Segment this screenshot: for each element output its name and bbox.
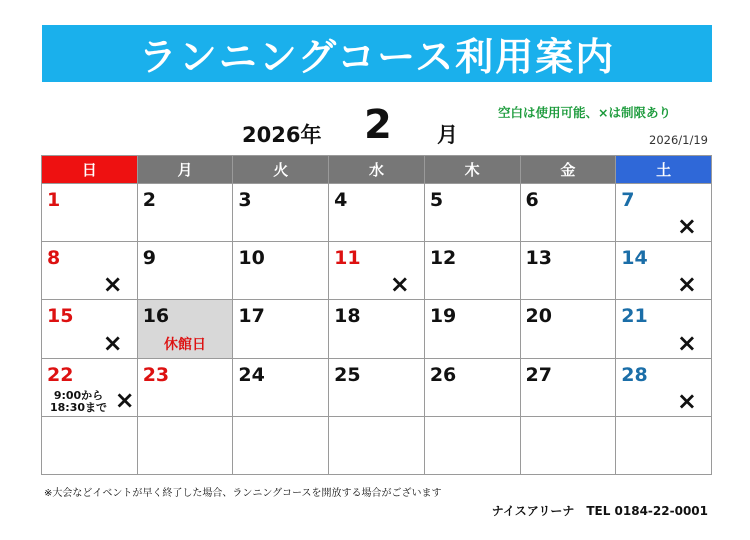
calendar-day xyxy=(42,300,138,358)
day-number: 26 xyxy=(429,363,457,386)
calendar-day xyxy=(616,184,712,242)
year-label: 2026年 xyxy=(242,123,322,147)
calendar-day xyxy=(137,358,233,416)
time-restriction-note xyxy=(50,390,107,414)
updated-date: 2026/1/19 xyxy=(649,133,708,147)
day-number: 4 xyxy=(334,189,348,211)
month-number: 2 xyxy=(364,102,392,148)
day-number: 18 xyxy=(334,305,361,328)
day-number: 12 xyxy=(429,247,457,270)
closed-day-label: 休館日 xyxy=(164,337,207,354)
day-number: 14 xyxy=(621,247,648,270)
page-title-banner xyxy=(42,25,712,82)
weekday-header-thu: 木 xyxy=(424,156,520,184)
day-number: 9 xyxy=(142,247,156,270)
day-number: 2 xyxy=(142,189,156,211)
calendar-day-empty xyxy=(616,416,712,474)
calendar-day xyxy=(424,300,520,358)
day-number: 3 xyxy=(238,189,252,211)
restricted-mark-icon: × xyxy=(389,270,410,299)
calendar-day xyxy=(137,184,233,242)
restricted-mark-icon: × xyxy=(676,386,697,415)
day-number: 17 xyxy=(238,305,265,328)
day-number: 24 xyxy=(238,363,265,386)
restricted-mark-icon: × xyxy=(102,270,123,299)
calendar-day xyxy=(520,358,616,416)
weekday-header-row xyxy=(42,156,712,184)
calendar-day xyxy=(233,300,329,358)
calendar-day xyxy=(329,242,425,300)
weekday-header-sat: 土 xyxy=(616,156,712,184)
calendar-day xyxy=(42,184,138,242)
weekday-header-tue: 火 xyxy=(233,156,329,184)
calendar-day xyxy=(424,184,520,242)
day-number: 13 xyxy=(525,247,552,270)
calendar-grid xyxy=(41,155,712,475)
restricted-mark-icon: × xyxy=(102,328,123,357)
day-number: 21 xyxy=(621,305,648,328)
day-number: 5 xyxy=(429,189,444,211)
calendar-day-empty xyxy=(233,416,329,474)
day-number: 8 xyxy=(47,247,61,270)
calendar-day xyxy=(520,242,616,300)
calendar-day-empty xyxy=(520,416,616,474)
calendar-week xyxy=(42,184,712,242)
note-line: 18:30まで xyxy=(50,400,108,414)
restricted-mark-icon: × xyxy=(676,328,697,357)
calendar-day xyxy=(424,242,520,300)
day-number: 27 xyxy=(525,363,552,386)
day-number: 16 xyxy=(142,305,170,328)
calendar-day xyxy=(233,184,329,242)
calendar-day xyxy=(233,242,329,300)
weekday-header-sun: 日 xyxy=(42,156,138,184)
calendar-day xyxy=(42,358,138,416)
day-number: 28 xyxy=(621,363,648,386)
calendar-day-empty xyxy=(329,416,425,474)
calendar-day xyxy=(329,358,425,416)
calendar-day xyxy=(616,242,712,300)
day-number: 19 xyxy=(429,305,457,328)
legend-text: 空白は使用可能、×は制限あり xyxy=(498,105,671,120)
calendar-day xyxy=(233,358,329,416)
calendar-day xyxy=(616,358,712,416)
calendar-week xyxy=(42,358,712,416)
calendar-day-closed xyxy=(137,300,233,358)
day-number: 1 xyxy=(47,189,61,211)
day-number: 11 xyxy=(334,247,361,270)
calendar-day xyxy=(329,184,425,242)
day-number: 7 xyxy=(621,189,635,211)
day-number: 15 xyxy=(47,305,74,328)
calendar-day xyxy=(520,184,616,242)
calendar-day xyxy=(329,300,425,358)
month-label: 月 xyxy=(437,123,458,147)
day-number: 20 xyxy=(525,305,552,328)
calendar-day xyxy=(42,242,138,300)
page-title: ランニングコース利用案内 xyxy=(138,35,616,79)
restricted-mark-icon: × xyxy=(676,270,697,299)
restricted-mark-icon: × xyxy=(114,385,135,414)
calendar-week xyxy=(42,300,712,358)
calendar-day xyxy=(520,300,616,358)
weekday-header-wed: 水 xyxy=(329,156,425,184)
calendar-day-empty xyxy=(424,416,520,474)
day-number: 10 xyxy=(238,247,265,270)
calendar-week xyxy=(42,242,712,300)
footnote: ※大会などイベントが早く終了した場合、ランニングコースを開放する場合がございます xyxy=(44,488,442,499)
day-number: 22 xyxy=(47,363,74,386)
day-number: 23 xyxy=(142,363,170,386)
calendar-day xyxy=(616,300,712,358)
day-number: 25 xyxy=(334,363,361,386)
calendar-day-empty xyxy=(42,416,138,474)
contact-info: ナイスアリーナ TEL 0184-22-0001 xyxy=(491,504,708,518)
calendar-day xyxy=(137,242,233,300)
weekday-header-fri: 金 xyxy=(520,156,616,184)
day-number: 6 xyxy=(525,189,539,211)
note-line: 9:00から xyxy=(53,388,104,402)
weekday-header-mon: 月 xyxy=(137,156,233,184)
calendar-day xyxy=(424,358,520,416)
calendar-day-empty xyxy=(137,416,233,474)
restricted-mark-icon: × xyxy=(676,212,697,241)
calendar-week-empty xyxy=(42,416,712,474)
